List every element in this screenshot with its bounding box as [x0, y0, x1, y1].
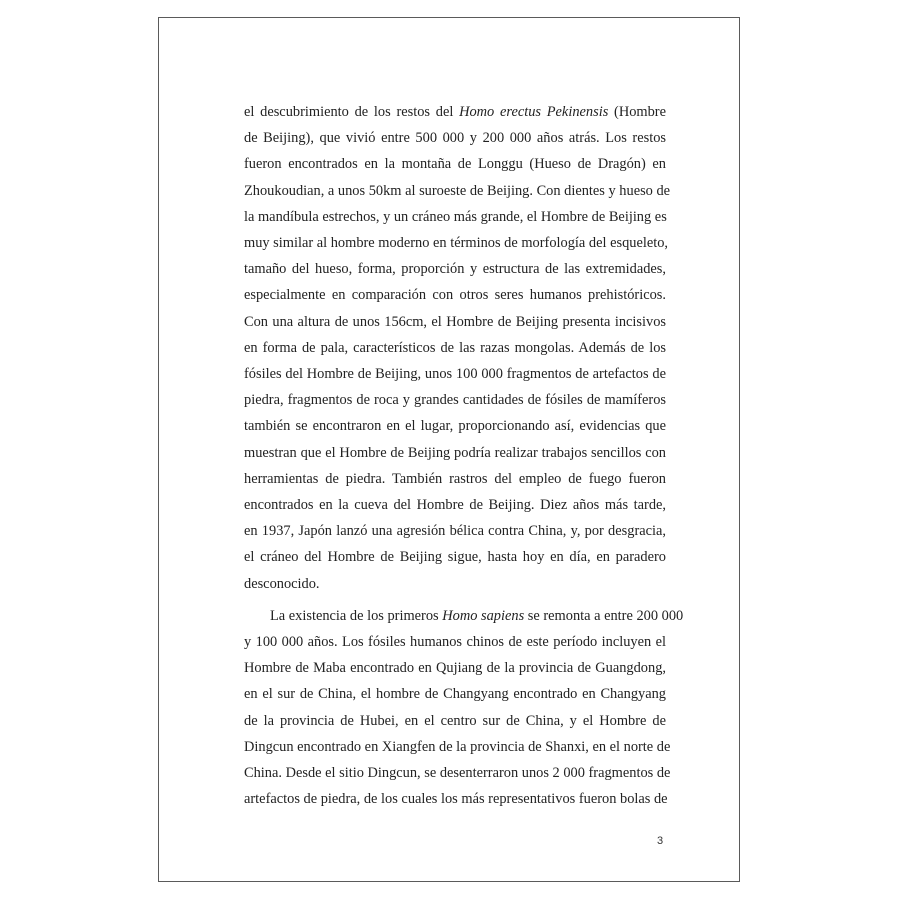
- text-line: [244, 603, 684, 629]
- text-span: (Hombre: [608, 104, 666, 120]
- text-line: fósiles del Hombre de Beijing, unos 100 000 fragmentos de artefactos de: [244, 366, 666, 383]
- text-line: artefactos de piedra, de los cuales los más representativos fueron bolas de: [244, 791, 668, 808]
- text-span: La existencia de los primeros: [270, 607, 443, 624]
- text-line: en el sur de China, el hombre de Changyang encontrado en Changyang: [244, 686, 666, 703]
- text-line: China. Desde el sitio Dingcun, se desenterraron unos 2 000 fragmentos de: [244, 765, 671, 782]
- text-line: Zhoukoudian, a unos 50km al suroeste de Beijing. Con dientes y hueso de: [244, 182, 671, 199]
- text-line: la mandíbula estrechos, y un cráneo más grande, el Hombre de Beijing es: [244, 208, 667, 225]
- text-line: tamaño del hueso, forma, proporción y estructura de las extremidades,: [244, 261, 666, 278]
- text-line: Dingcun encontrado en Xiangfen de la provincia de Shanxi, en el norte de: [244, 738, 671, 755]
- text-line: y 100 000 años. Los fósiles humanos chinos de este período incluyen el: [244, 634, 666, 651]
- text-line: Hombre de Maba encontrado en Qujiang de la provincia de Guangdong,: [244, 660, 666, 677]
- text-line: especialmente en comparación con otros seres humanos prehistóricos.: [244, 287, 666, 304]
- text-line: de la provincia de Hubei, en el centro sur de China, y el Hombre de: [244, 712, 666, 729]
- text-line: de Beijing), que vivió entre 500 000 y 200 000 años atrás. Los restos: [244, 130, 666, 147]
- text-line: encontrados en la cueva del Hombre de Beijing. Diez años más tarde,: [244, 497, 666, 514]
- text-line: herramientas de piedra. También rastros del empleo de fuego fueron: [244, 470, 666, 487]
- italic-term: Homo sapiens: [442, 607, 525, 624]
- text-line: también se encontraron en el lugar, proporcionando así, evidencias que: [244, 418, 666, 435]
- text-line: en 1937, Japón lanzó una agresión bélica contra China, y, por desgracia,: [244, 523, 666, 540]
- text-line: muy similar al hombre moderno en términos de morfología del esqueleto,: [244, 235, 669, 252]
- text-line: piedra, fragmentos de roca y grandes cantidades de fósiles de mamíferos: [244, 392, 666, 409]
- page-number: 3: [657, 835, 664, 847]
- text-span: se remonta a entre 200 000: [524, 607, 684, 624]
- text-line: desconocido.: [244, 575, 320, 592]
- text-span: el descubrimiento de los restos del: [244, 104, 460, 120]
- text-line: el cráneo del Hombre de Beijing sigue, hasta hoy en día, en paradero: [244, 549, 666, 566]
- text-line: en forma de pala, característicos de las razas mongolas. Además de los: [244, 339, 666, 356]
- text-line: Con una altura de unos 156cm, el Hombre de Beijing presenta incisivos: [244, 313, 666, 330]
- paragraph-1: [244, 99, 671, 597]
- page-body: [244, 99, 684, 812]
- paragraph-2: [244, 603, 684, 813]
- italic-term: Homo erectus Pekinensis: [459, 104, 609, 120]
- text-line: muestran que el Hombre de Beijing podría realizar trabajos sencillos con: [244, 444, 666, 461]
- text-line: fueron encontrados en la montaña de Longgu (Hueso de Dragón) en: [244, 156, 666, 173]
- text-line: [244, 99, 666, 125]
